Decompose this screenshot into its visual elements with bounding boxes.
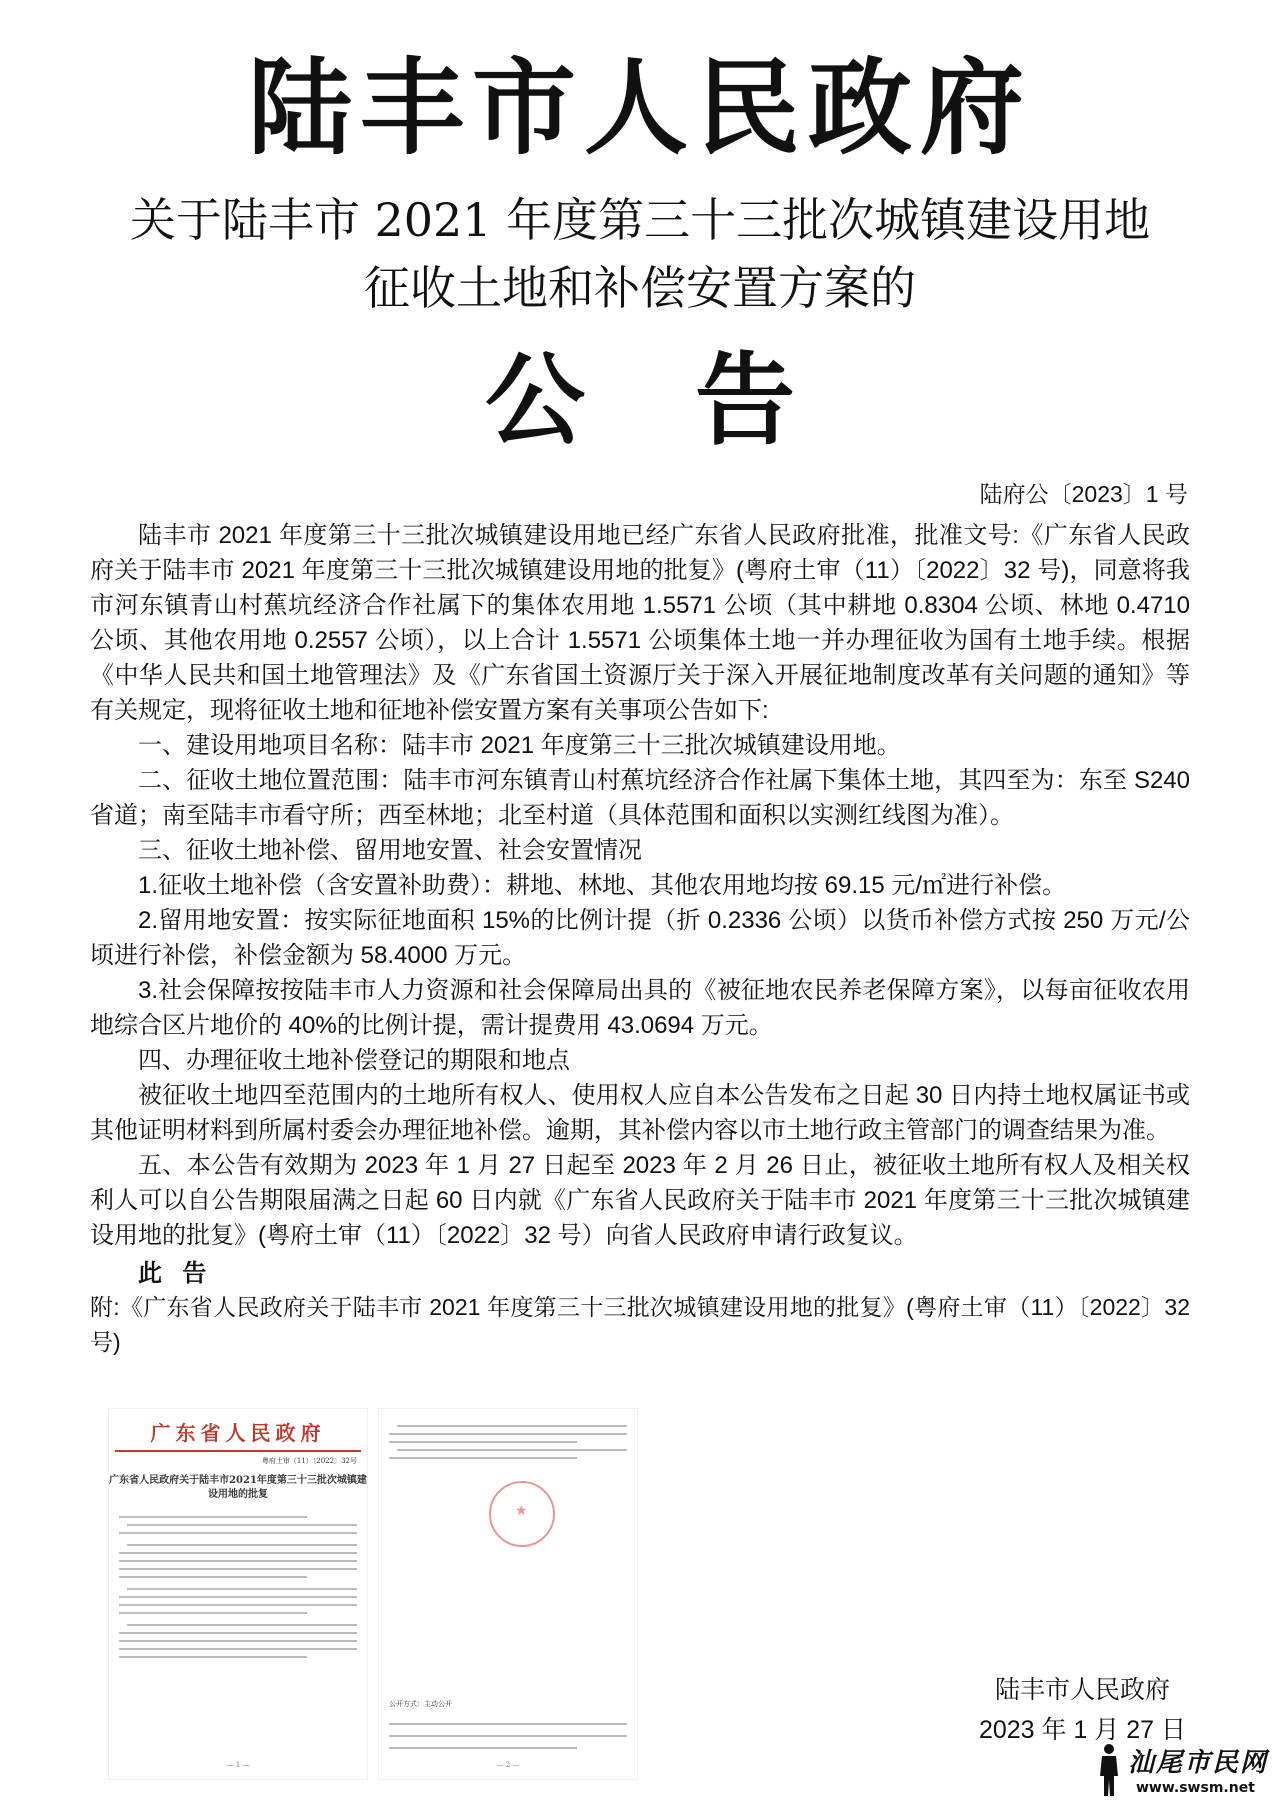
paragraph-compensation-1: 1.征收土地补偿（含安置补助费）：耕地、林地、其他农用地均按 69.15 元/㎡进行补偿。 bbox=[138, 872, 1067, 899]
person-silhouette-icon bbox=[1096, 1742, 1122, 1798]
text-line bbox=[119, 1552, 357, 1554]
paragraph-compensation-3: 3.社会保障按按陆丰市人力资源和社会保障局出具的《被征地农民养老保障方案》，以每亩征收农用地综合区片地价的 40%的比例计提，需计提费用 43.0694 万元。 bbox=[90, 977, 1190, 1039]
text-line bbox=[397, 1449, 627, 1451]
text-line bbox=[119, 1648, 357, 1650]
approval-header: 广东省人民政府 bbox=[150, 1421, 326, 1445]
subtitle-line-2: 征收土地和补偿安置方案的 bbox=[364, 261, 916, 315]
paragraph-project-name: 一、建设用地项目名称：陆丰市 2021 年度第三十三批次城镇建设用地。 bbox=[138, 732, 901, 759]
watermark-text: 汕尾市民网 bbox=[1128, 1748, 1269, 1778]
text-line bbox=[389, 1433, 627, 1435]
approval-page-2 bbox=[378, 1408, 638, 1780]
text-line bbox=[119, 1568, 357, 1570]
text-line bbox=[389, 1747, 577, 1749]
notice-body bbox=[90, 518, 1190, 1360]
text-line bbox=[119, 1656, 307, 1658]
text-line bbox=[389, 1457, 577, 1459]
paragraph-intro: 陆丰市 2021 年度第三十三批次城镇建设用地已经广东省人民政府批准，批准文号:《广东省人民政府关于陆丰市 2021 年度第三十三批次城镇建设用地的批复》(粤府土审（11）〔2022〕32 号)，同意将我市河东镇青山村蕉坑经济合作社属下的集体农用地 1.5571 公顷（其中耕地 0.8304 公顷、林地 0.4710 公顷、其他农用地 0.2557 公顷），以上合计 1.5571 公顷集体土地一并办理征收为国有土地手续。根据《中华人民共和国土地管理法》及《广东省国土资源厅关于深入开展征地制度改革有关问题的通知》等有关规定，现将征收土地和征地补偿安置方案有关事项公告如下: bbox=[90, 522, 1190, 724]
approval-page-1 bbox=[108, 1408, 368, 1780]
text-line bbox=[119, 1532, 357, 1534]
attached-approval-document bbox=[108, 1408, 668, 1778]
approval-doc-number: 粤府土审（11）〔2022〕32号 bbox=[261, 1457, 357, 1465]
official-seal-icon bbox=[489, 1481, 555, 1547]
seal-star-icon: ★ bbox=[515, 1503, 528, 1519]
text-line bbox=[127, 1588, 357, 1590]
paragraph-location: 二、征收土地位置范围：陆丰市河东镇青山村蕉坑经济合作社属下集体土地，其四至为：东至 S240 省道；南至陆丰市看守所；西至林地；北至村道（具体范围和面积以实测红线图为准）。 bbox=[90, 767, 1190, 829]
text-line bbox=[127, 1624, 357, 1626]
watermark-url: www.swsm.net bbox=[1136, 1780, 1255, 1796]
text-line bbox=[119, 1560, 357, 1562]
text-line bbox=[119, 1604, 357, 1606]
document-number: 陆府公〔2023〕1 号 bbox=[979, 481, 1188, 507]
approval-page-number: — 1 — bbox=[226, 1761, 250, 1769]
site-watermark bbox=[1096, 1738, 1272, 1804]
text-line bbox=[127, 1544, 357, 1546]
text-line bbox=[119, 1516, 307, 1518]
disclosure-label: 公开方式：主动公开 bbox=[389, 1700, 452, 1708]
text-line bbox=[389, 1723, 627, 1725]
page-title: 陆丰市人民政府 bbox=[247, 46, 1032, 169]
text-line bbox=[119, 1632, 357, 1634]
approval-red-line bbox=[115, 1450, 361, 1452]
attachment-note: 附:《广东省人民政府关于陆丰市 2021 年度第三十三批次城镇建设用地的批复》(粤府土审（11）〔2022〕32 号) bbox=[90, 1294, 1190, 1355]
paragraph-registration-heading: 四、办理征收土地补偿登记的期限和地点 bbox=[138, 1047, 570, 1074]
text-line bbox=[389, 1735, 627, 1737]
signature-date: 2023 年 1 月 27 日 bbox=[978, 1716, 1186, 1744]
text-line bbox=[127, 1524, 357, 1526]
subtitle-line-1: 关于陆丰市 2021 年度第三十三批次城镇建设用地 bbox=[129, 193, 1151, 247]
text-line bbox=[397, 1425, 627, 1427]
signature-org: 陆丰市人民政府 bbox=[994, 1676, 1170, 1704]
paragraph-compensation-2: 2.留用地安置：按实际征地面积 15%的比例计提（折 0.2336 公顷）以货币补偿方式按 250 万元/公顷进行补偿，补偿金额为 58.4000 万元。 bbox=[90, 907, 1190, 969]
closing-phrase: 此 告 bbox=[138, 1258, 213, 1287]
notice-heading: 公告 bbox=[485, 341, 905, 459]
approval-page-number: — 2 — bbox=[496, 1761, 520, 1769]
text-line bbox=[119, 1576, 307, 1578]
text-line bbox=[389, 1441, 577, 1443]
paragraph-validity: 五、本公告有效期为 2023 年 1 月 27 日起至 2023 年 2 月 26 日止，被征收土地所有权人及相关权利人可以自公告期限届满之日起 60 日内就《广东省人民政府关于陆丰市 2021 年度第三十三批次城镇建设用地的批复》(粤府土审（11）〔2022〕32 号）向省人民政府申请行政复议。 bbox=[90, 1152, 1190, 1249]
paragraph-compensation-heading: 三、征收土地补偿、留用地安置、社会安置情况 bbox=[138, 837, 642, 864]
paragraph-registration: 被征收土地四至范围内的土地所有权人、使用权人应自本公告发布之日起 30 日内持土地权属证书或其他证明材料到所属村委会办理征地补偿。逾期，其补偿内容以市土地行政主管部门的调查结果为准。 bbox=[90, 1082, 1190, 1144]
approval-title: 广东省人民政府关于陆丰市2021年度第三十三批次城镇建设用地的批复 bbox=[109, 1475, 367, 1500]
text-line bbox=[119, 1612, 307, 1614]
text-line bbox=[119, 1596, 357, 1598]
text-line bbox=[119, 1640, 357, 1642]
